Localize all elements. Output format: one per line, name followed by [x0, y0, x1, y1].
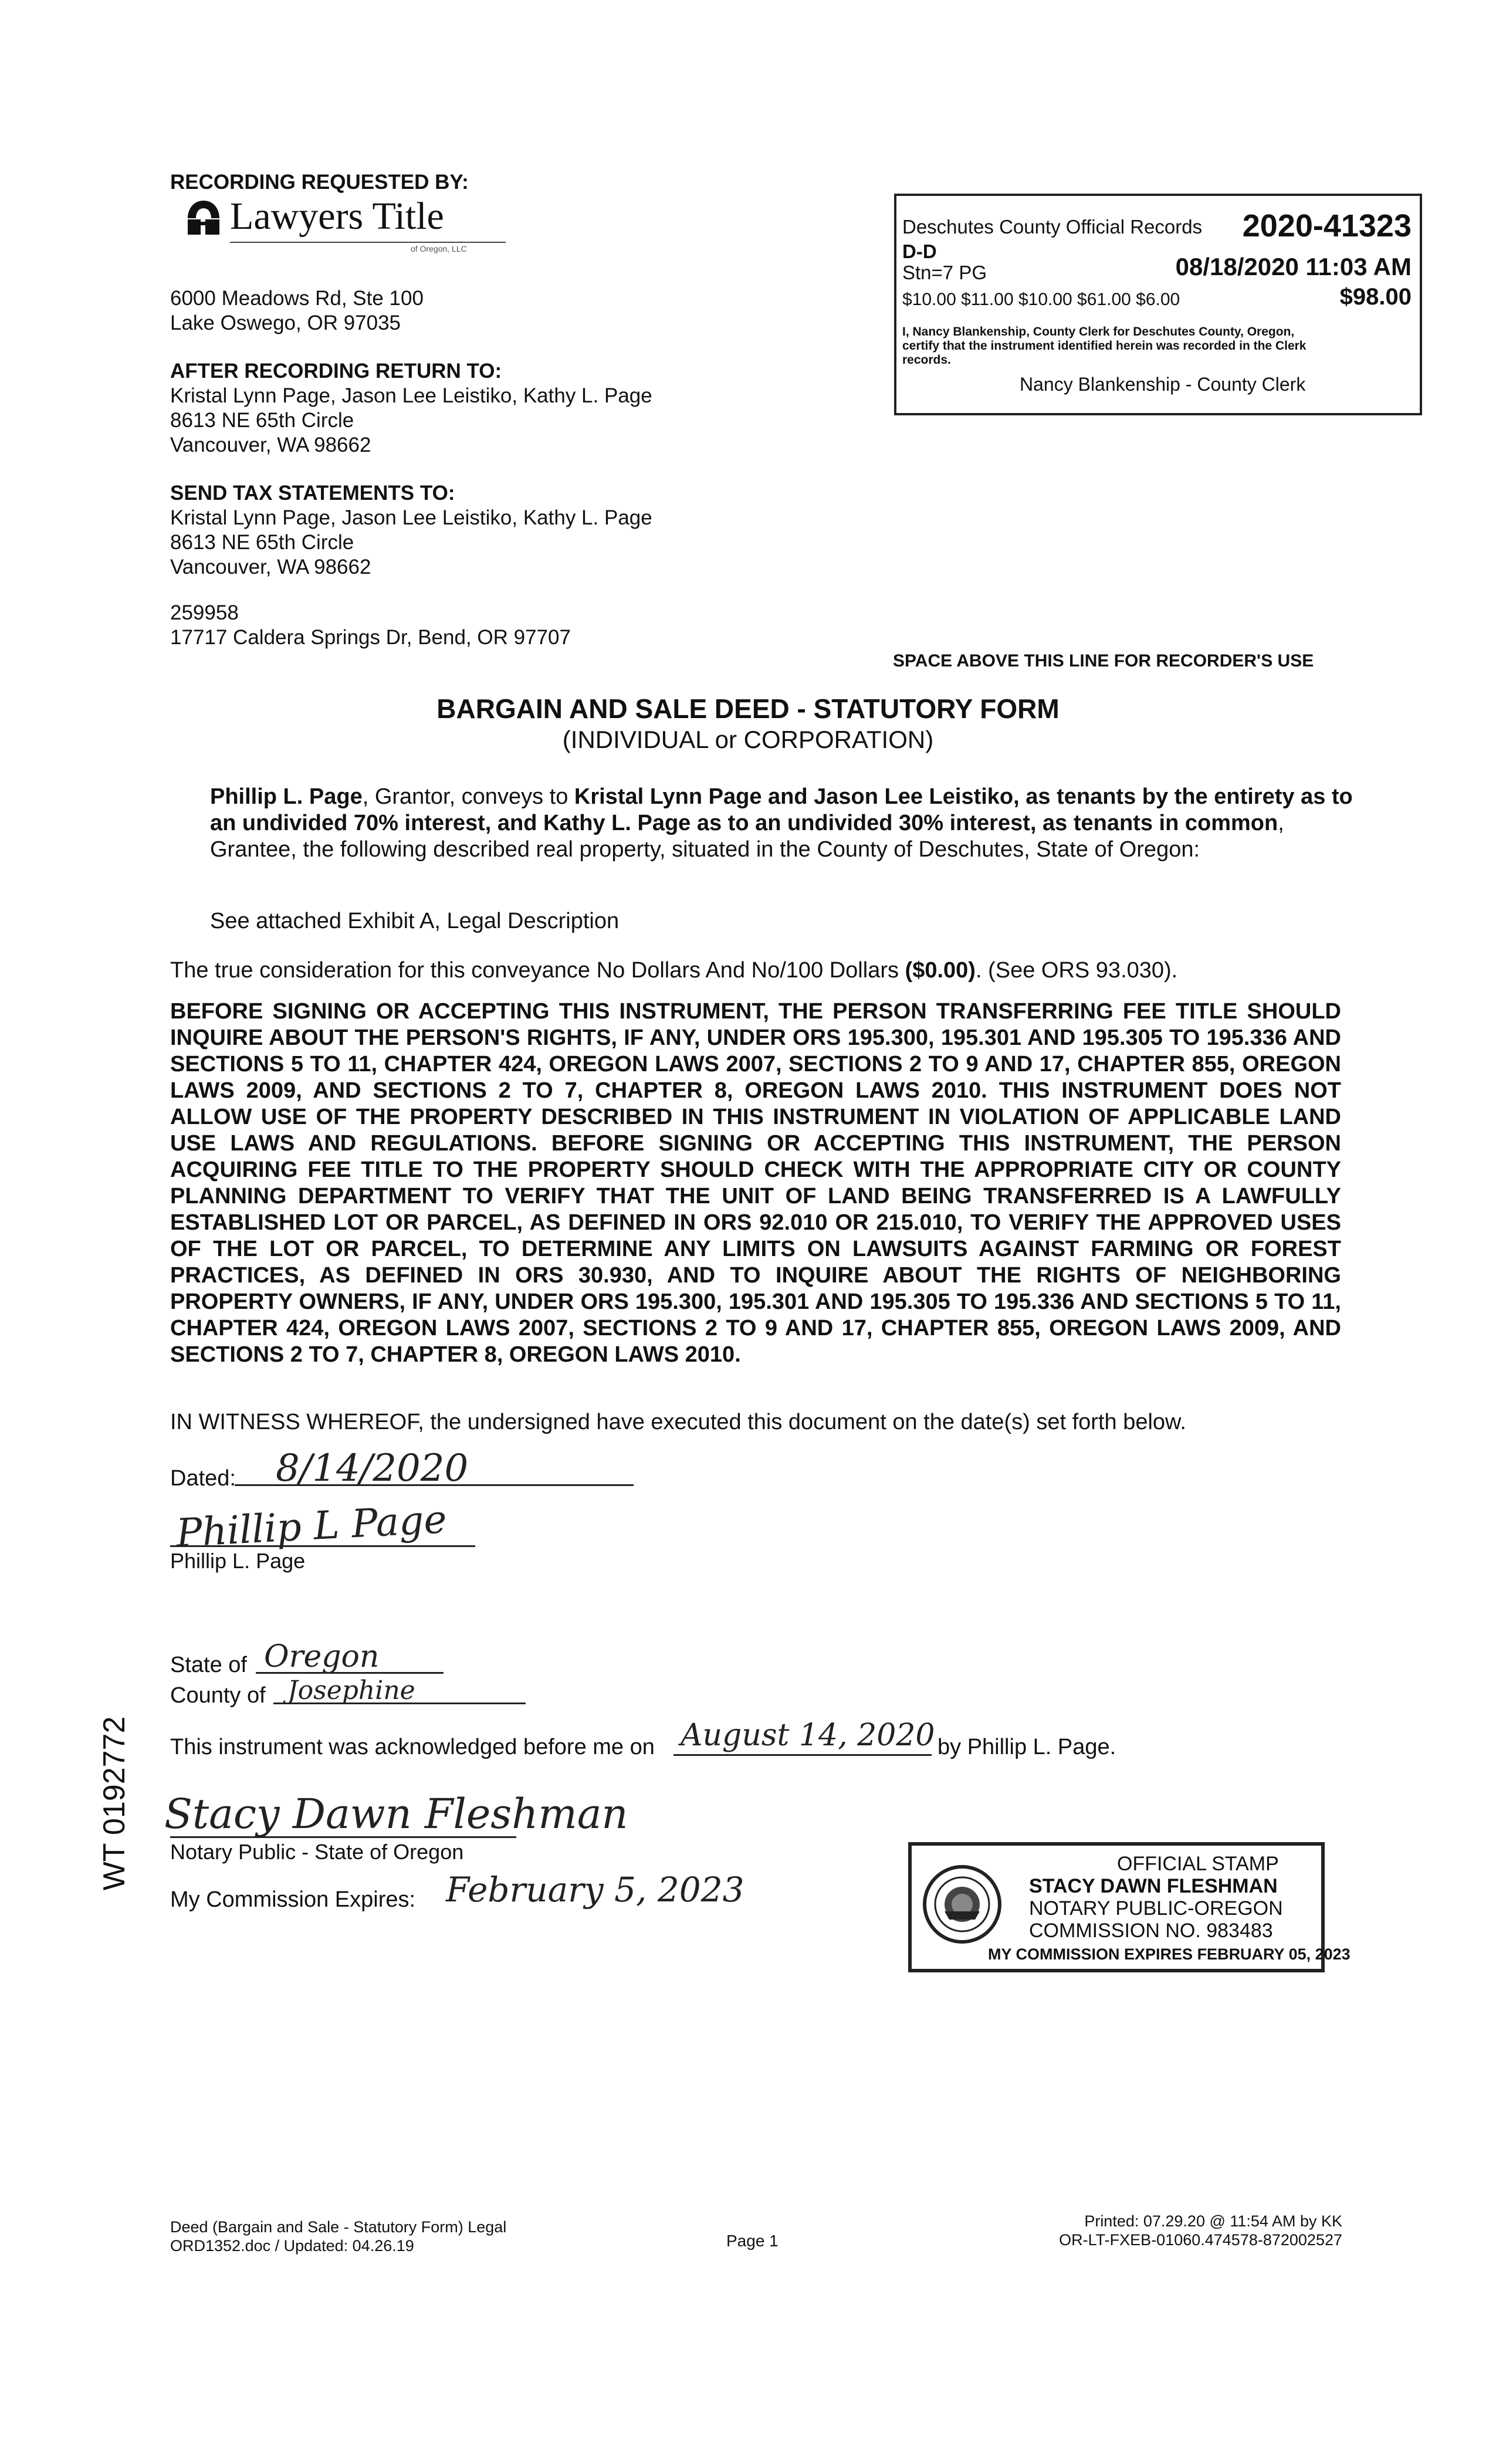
recorder-type: D-D: [902, 241, 937, 262]
ack-post: by Phillip L. Page.: [937, 1735, 1116, 1759]
recorder-station: Stn=7 PG: [902, 262, 987, 283]
grantor-name: Phillip L. Page: [210, 784, 363, 809]
stamp-line4: COMMISSION NO. 983483: [1029, 1920, 1273, 1942]
stamp-line5: MY COMMISSION EXPIRES FEBRUARY 05, 2023: [988, 1945, 1351, 1963]
tax-line1: Kristal Lynn Page, Jason Lee Leistiko, Kathy L. Page: [170, 506, 652, 529]
footer-left-line1: Deed (Bargain and Sale - Statutory Form) Legal: [170, 2218, 507, 2236]
recorder-office: Deschutes County Official Records: [902, 216, 1203, 238]
property-address: 17717 Caldera Springs Dr, Bend, OR 97707: [170, 626, 571, 649]
space-above-note: SPACE ABOVE THIS LINE FOR RECORDER'S USE: [893, 651, 1314, 671]
state-label: State of: [170, 1653, 247, 1677]
stamp-line2: STACY DAWN FLESHMAN: [1029, 1875, 1278, 1897]
return-line2: 8613 NE 65th Circle: [170, 409, 354, 432]
footer-right-line1: Printed: 07.29.20 @ 11:54 AM by KK: [1084, 2212, 1342, 2230]
side-code: WT 0192772: [97, 1716, 131, 1891]
notary-label: Notary Public - State of Oregon: [170, 1840, 464, 1864]
consideration-line: [170, 957, 1177, 984]
return-line3: Vancouver, WA 98662: [170, 434, 371, 456]
recorder-total: $98.00: [1339, 284, 1412, 310]
expires-handwritten: February 5, 2023: [446, 1870, 744, 1910]
consideration-amount: ($0.00): [905, 958, 976, 983]
company-name: Lawyers Title: [230, 195, 444, 238]
grant-paragraph: [210, 784, 1354, 863]
notary-signature: Stacy Dawn Fleshman: [164, 1790, 628, 1838]
statutory-warning: BEFORE SIGNING OR ACCEPTING THIS INSTRUMENT, THE PERSON TRANSFERRING FEE TITLE SHOULD INQUIRE ABOUT THE PERSON'S RIGHTS, IF ANY, UNDER ORS 195.300, 195.301 AND 195.305 TO 195.336 AND SECTIONS 5 TO 11, CHAPTER 424, OREGON LAWS 2007, SECTIONS 2 TO 9 AND 17, CHAPTER 855, OREGON LAWS 2009, AND SECTIONS 2 TO 7, CHAPTER 8, OREGON LAWS 2010. THIS INSTRUMENT DOES NOT ALLOW USE OF THE PROPERTY DESCRIBED IN THIS INSTRUMENT IN VIOLATION OF APPLICABLE LAND USE LAWS AND REGULATIONS. BEFORE SIGNING OR ACCEPTING THIS INSTRUMENT, THE PERSON ACQUIRING FEE TITLE TO THE PROPERTY SHOULD CHECK WITH THE APPROPRIATE CITY OR COUNTY PLANNING DEPARTMENT TO VERIFY THAT THE UNIT OF LAND BEING TRANSFERRED IS A LAWFULLY ESTABLISHED LOT OR PARCEL, AS DEFINED IN ORS 92.010 OR 215.010, TO VERIFY THE APPROVED USES OF THE LOT OR PARCEL, TO DETERMINE ANY LIMITS ON LAWSUITS AGAINST FARMING OR FOREST PRACTICES, AS DEFINED IN ORS 30.930, AND TO INQUIRE ABOUT THE RIGHTS OF NEIGHBORING PROPERTY OWNERS, IF ANY, UNDER ORS 195.300, 195.301 AND 195.305 TO 195.336 AND SECTIONS 5 TO 11, CHAPTER 424, OREGON LAWS 2007, SECTIONS 2 TO 9 AND 17, CHAPTER 855, OREGON LAWS 2009, AND SECTIONS 2 TO 7, CHAPTER 8, OREGON LAWS 2010.: [170, 999, 1341, 1367]
oregon-seal-icon: [921, 1863, 1003, 1945]
grantor-text: , Grantor, conveys to: [362, 784, 574, 809]
ack-date-line: [673, 1754, 932, 1756]
recorder-cert-line1: I, Nancy Blankenship, County Clerk for Deschutes County, Oregon,: [902, 325, 1295, 339]
expires-label: My Commission Expires:: [170, 1887, 416, 1912]
side-code-wrap: [88, 1701, 141, 1895]
ref-number: 259958: [170, 601, 239, 624]
notary-signature-line: [170, 1836, 516, 1838]
dated-label: Dated:: [170, 1466, 236, 1491]
signer-signature: Phillip L Page: [175, 1496, 448, 1556]
county-handwritten: Josephine: [287, 1676, 415, 1705]
grantee-names: Kristal Lynn Page and Jason Lee Leistiko, as tenants by the entirety as to an undivided 70% interest, and Kathy L. Page as to an undivided 30% interest, as tenants in common: [210, 784, 1353, 835]
deed-subtitle: (INDIVIDUAL or CORPORATION): [562, 726, 934, 753]
tax-label: SEND TAX STATEMENTS TO:: [170, 482, 455, 505]
ack-pre: This instrument was acknowledged before me on: [170, 1735, 655, 1759]
recorder-cert-line2: certify that the instrument identified herein was recorded in the Clerk: [902, 339, 1307, 353]
tax-line2: 8613 NE 65th Circle: [170, 531, 354, 554]
grantee-text: , Grantee, the following described real property, situated in the County of Deschutes, State of Oregon:: [210, 811, 1284, 862]
recorder-doc-number: 2020-41323: [1242, 208, 1412, 243]
recorder-clerk: Nancy Blankenship - County Clerk: [1020, 374, 1306, 395]
return-label: AFTER RECORDING RETURN TO:: [170, 360, 502, 383]
stamp-line3: NOTARY PUBLIC-OREGON: [1029, 1897, 1283, 1920]
lawyers-title-logo-icon: [185, 198, 222, 237]
address-line2: Lake Oswego, OR 97035: [170, 312, 401, 334]
dated-handwritten: 8/14/2020: [276, 1447, 469, 1490]
recorder-box: [894, 194, 1422, 415]
footer-page: Page 1: [726, 2232, 779, 2250]
signer-label: Phillip L. Page: [170, 1549, 306, 1573]
footer-left-line2: ORD1352.doc / Updated: 04.26.19: [170, 2237, 414, 2255]
logo-divider: [230, 242, 506, 243]
state-handwritten: Oregon: [264, 1639, 380, 1674]
tax-line3: Vancouver, WA 98662: [170, 556, 371, 578]
requested-by-label: RECORDING REQUESTED BY:: [170, 171, 469, 194]
company-sub: of Oregon, LLC: [411, 244, 467, 253]
ack-date-handwritten: August 14, 2020: [681, 1718, 935, 1753]
county-label: County of: [170, 1683, 266, 1708]
exhibit-reference: See attached Exhibit A, Legal Description: [210, 909, 620, 933]
return-line1: Kristal Lynn Page, Jason Lee Leistiko, Kathy L. Page: [170, 384, 652, 407]
deed-title: BARGAIN AND SALE DEED - STATUTORY FORM: [436, 693, 1060, 724]
address-line1: 6000 Meadows Rd, Ste 100: [170, 287, 424, 310]
witness-clause: IN WITNESS WHEREOF, the undersigned have executed this document on the date(s) set forth below.: [170, 1410, 1186, 1434]
recorder-datetime: 08/18/2020 11:03 AM: [1175, 253, 1412, 280]
stamp-line1: OFFICIAL STAMP: [1117, 1853, 1279, 1875]
consideration-post: . (See ORS 93.030).: [975, 958, 1178, 983]
recorder-cert-line3: records.: [902, 353, 951, 367]
official-stamp: [908, 1842, 1351, 1972]
footer-right-line2: OR-LT-FXEB-01060.474578-872002527: [1059, 2231, 1342, 2249]
consideration-pre: The true consideration for this conveyance No Dollars And No/100 Dollars: [170, 958, 905, 983]
recorder-fees: $10.00 $11.00 $10.00 $61.00 $6.00: [902, 290, 1180, 309]
